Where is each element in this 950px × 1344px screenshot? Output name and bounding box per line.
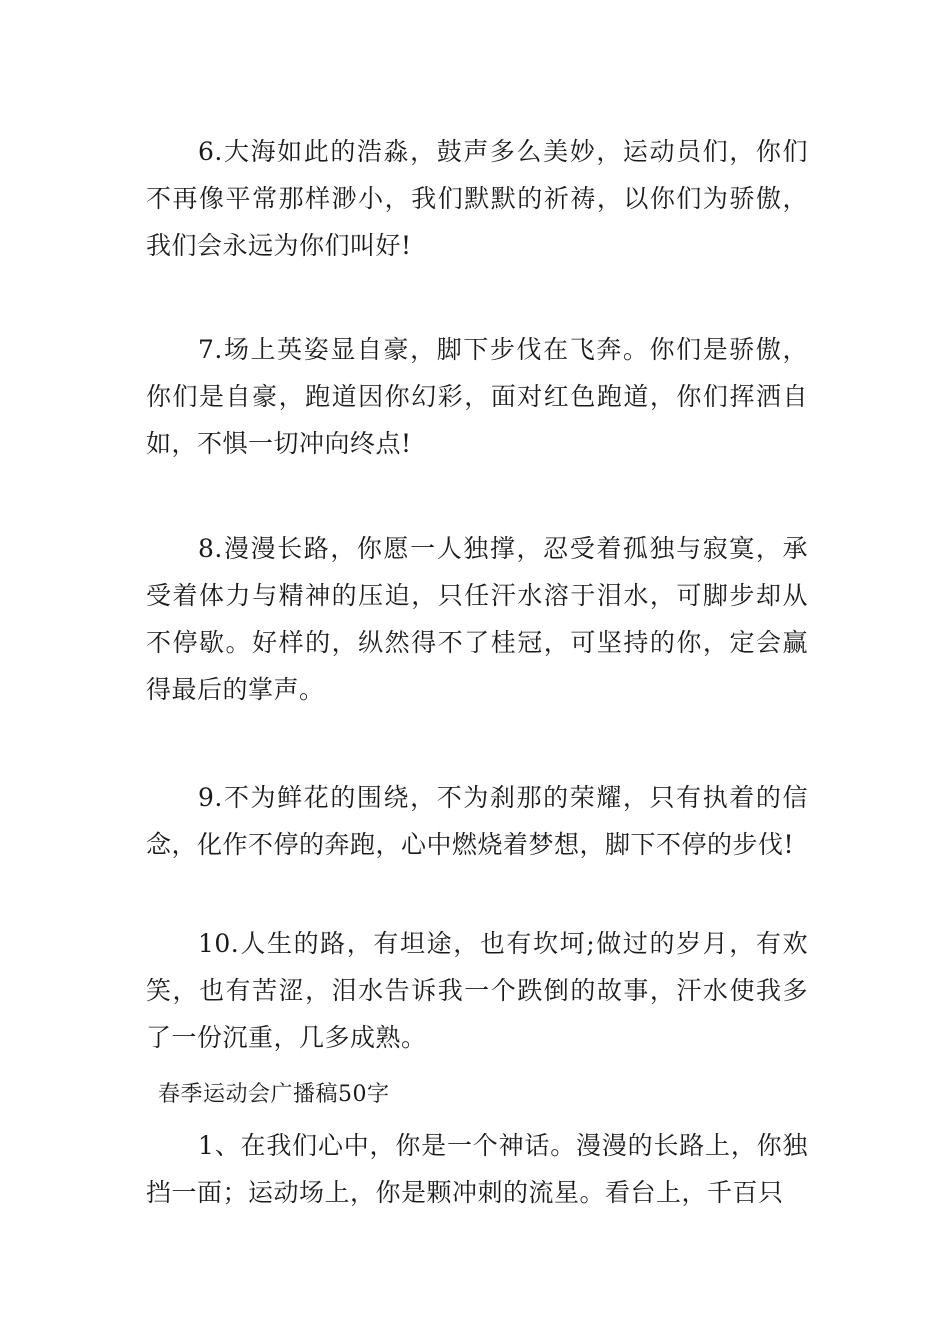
paragraph-10: 10.人生的路，有坦途，也有坎坷;做过的岁月，有欢笑，也有苦涩，泪水告诉我一个跌倒的故事，汗水使我多了一份沉重，几多成熟。 <box>146 929 808 1052</box>
paragraph-8: 8.漫漫长路，你愿一人独撑，忍受着孤独与寂寞，承受着体力与精神的压迫，只任汗水溶于泪水，可脚步却从不停歇。好样的，纵然得不了桂冠，可坚持的你，定会赢得最后的掌声。 <box>146 534 808 704</box>
section-heading: 春季运动会广播稿50字 <box>158 1082 390 1107</box>
section-paragraph-1: 1、在我们心中，你是一个神话。漫漫的长路上，你独挡一面；运动场上，你是颗冲刺的流星。看台上，千百只 <box>146 1131 808 1207</box>
paragraph-6: 6.大海如此的浩淼，鼓声多么美妙，运动员们，你们不再像平常那样渺小，我们默默的祈祷，以你们为骄傲，我们会永远为你们叫好! <box>146 137 808 260</box>
paragraph-7: 7.场上英姿显自豪，脚下步伐在飞奔。你们是骄傲，你们是自豪，跑道因你幻彩，面对红色跑道，你们挥洒自如，不惧一切冲向终点! <box>146 335 808 458</box>
paragraph-9: 9.不为鲜花的围绕，不为刹那的荣耀，只有执着的信念，化作不停的奔跑，心中燃烧着梦想，脚下不停的步伐! <box>146 783 808 859</box>
